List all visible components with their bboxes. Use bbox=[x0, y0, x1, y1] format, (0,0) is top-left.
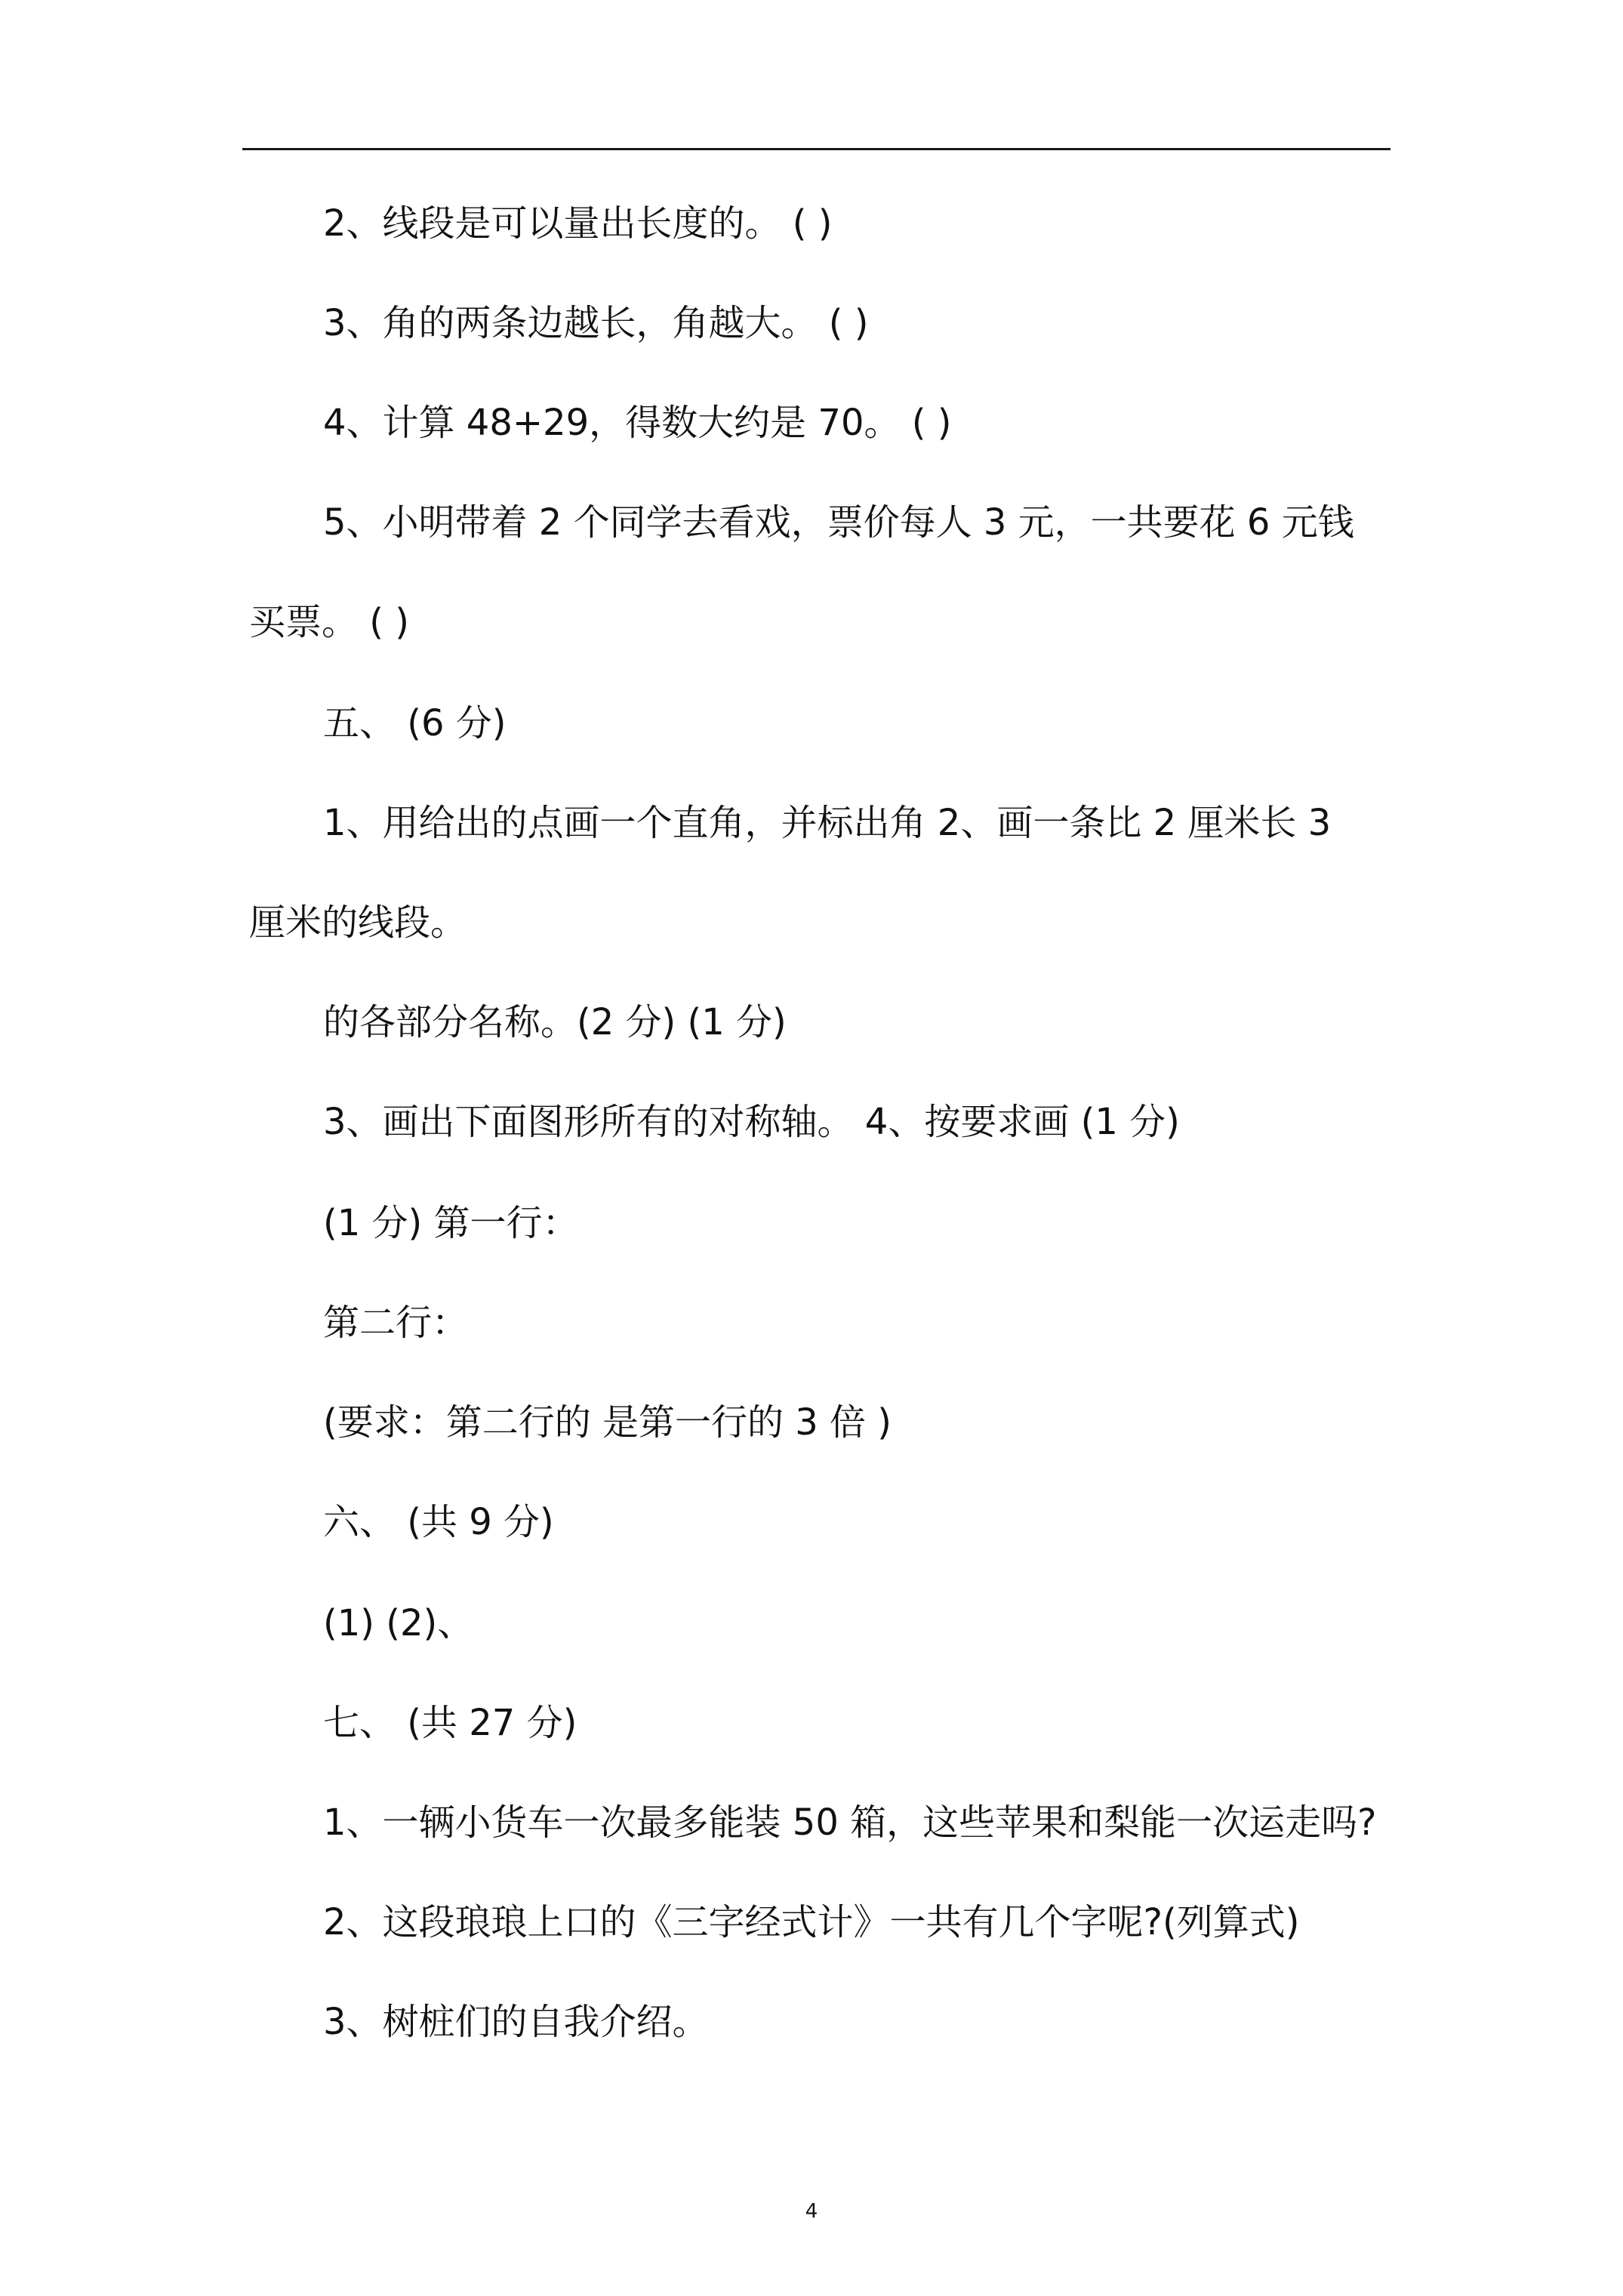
text-line: 厘米的线段。 bbox=[249, 901, 467, 944]
text-line: 3、树桩们的自我介绍。 bbox=[323, 2001, 709, 2043]
text-line: 2、线段是可以量出长度的。 ( ) bbox=[323, 202, 833, 245]
text-line: (要求：第二行的 是第一行的 3 倍 ) bbox=[323, 1401, 892, 1444]
section-heading: 六、 (共 9 分) bbox=[323, 1501, 554, 1543]
text-line: 4、计算 48+29，得数大约是 70。 ( ) bbox=[323, 402, 952, 444]
section-heading: 七、 (共 27 分) bbox=[323, 1702, 577, 1744]
text-line: (1) (2)、 bbox=[323, 1602, 474, 1644]
text-line: (1 分) 第一行： bbox=[323, 1202, 579, 1244]
text-line: 的各部分名称。(2 分) (1 分) bbox=[323, 1001, 787, 1043]
page-number: 4 bbox=[805, 2200, 818, 2223]
header-rule bbox=[242, 148, 1390, 150]
text-line: 买票。 ( ) bbox=[249, 601, 409, 643]
text-line: 5、小明带着 2 个同学去看戏，票价每人 3 元，一共要花 6 元钱 bbox=[323, 501, 1354, 544]
text-line: 1、一辆小货车一次最多能装 50 箱，这些苹果和梨能一次运走吗? bbox=[323, 1801, 1377, 1844]
text-line: 3、画出下面图形所有的对称轴。 4、按要求画 (1 分) bbox=[323, 1101, 1180, 1143]
text-line: 第二行： bbox=[323, 1302, 469, 1344]
text-line: 1、用给出的点画一个直角，并标出角 2、画一条比 2 厘米长 3 bbox=[323, 802, 1332, 844]
text-line: 3、角的两条边越长，角越大。 ( ) bbox=[323, 302, 869, 344]
section-heading: 五、 (6 分) bbox=[323, 702, 507, 744]
text-line: 2、这段琅琅上口的《三字经式计》一共有几个字呢?(列算式) bbox=[323, 1901, 1300, 1943]
